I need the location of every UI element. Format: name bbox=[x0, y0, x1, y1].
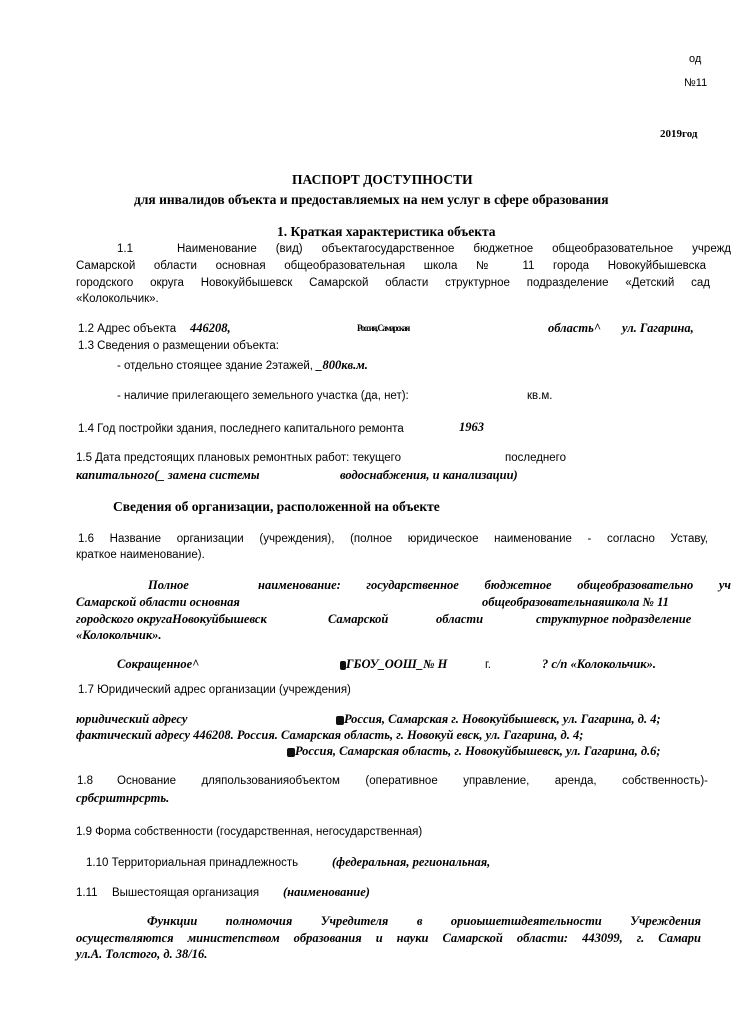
item-1-5-line1: 1.5 Дата предстоящих плановых ремонтных работ: текущего bbox=[76, 452, 402, 464]
item-1-8-value: србсрштнрсрть. bbox=[76, 791, 170, 805]
item-1-5-line1-right: последнего bbox=[505, 452, 567, 464]
item-1-5-line2-a: капитального(_ замена системы bbox=[76, 468, 260, 482]
item-1-7-actual: фактический адресу 446208. Россия. Самарская область, г. Новокуй евск, ул. Гагарина, д. 4; bbox=[76, 728, 584, 742]
item-1-6-full-line2-a: Самарской области основная bbox=[76, 595, 240, 609]
ink-smudge bbox=[287, 748, 295, 757]
item-1-1-line4: «Колокольчик». bbox=[76, 293, 159, 305]
item-1-1-line1: Наименование (вид) объектагосударственное бюджетное общеобразовательное учрежд bbox=[177, 243, 731, 255]
header-od: од bbox=[689, 53, 702, 65]
functions-line3: ул.А. Толстого, д. 38/16. bbox=[76, 947, 208, 961]
item-1-7-legal-value-text: Россия, Самарская г. Новокуйбышевск, ул. Гагарина, д. 4; bbox=[344, 712, 661, 726]
item-1-6-full-line4: «Колокольчик». bbox=[76, 628, 162, 642]
item-1-7-third bbox=[287, 744, 661, 759]
item-1-6-full-line3-c: области bbox=[436, 612, 484, 626]
item-1-2-zip: 446208, bbox=[190, 321, 231, 335]
item-1-2-label: 1.2 Адрес объекта bbox=[78, 323, 177, 335]
item-1-6-line2: краткое наименование). bbox=[76, 549, 205, 561]
item-1-6-short-g: г. bbox=[485, 659, 491, 671]
item-1-5-line2-b: водоснабжения, и канализации) bbox=[340, 468, 518, 482]
ink-smudge bbox=[336, 716, 344, 725]
item-1-4-year: 1963 bbox=[459, 420, 484, 434]
item-1-3-building-area: _800кв.м. bbox=[316, 358, 368, 372]
item-1-10-text: 1.10 Территориальная принадлежность bbox=[86, 857, 299, 869]
item-1-11-num: 1.11 bbox=[76, 887, 98, 899]
item-1-6-short-label: Сокращенное^ bbox=[117, 657, 200, 671]
item-1-10-value: (федеральная, региональная, bbox=[332, 855, 491, 869]
item-1-9-text: 1.9 Форма собственности (государственная, негосударственная) bbox=[76, 826, 423, 838]
item-1-3-land-unit: кв.м. bbox=[527, 390, 553, 402]
item-1-11-text: Вышестоящая организация bbox=[112, 887, 260, 899]
item-1-7-label: 1.7 Юридический адрес организации (учреждения) bbox=[78, 684, 351, 696]
document-title: ПАСПОРТ ДОСТУПНОСТИ bbox=[292, 172, 473, 187]
functions-line1: Функции полномочия Учредителя в ориоышетшдеятельности Учреждения bbox=[147, 914, 701, 928]
item-1-3-building bbox=[117, 358, 368, 374]
item-1-11-value: (наименование) bbox=[283, 885, 370, 899]
item-1-2-garbled: Россия, Самарская bbox=[357, 323, 409, 333]
item-1-7-legal-label: юридический адресу bbox=[76, 712, 188, 726]
item-1-1-num: 1.1 bbox=[117, 243, 133, 255]
header-number: №11 bbox=[684, 77, 708, 89]
item-1-7-third-text: Россия, Самарская область, г. Новокуйбышевск, ул. Гагарина, д.6; bbox=[295, 744, 661, 758]
section1-heading: 1. Краткая характеристика объекта bbox=[277, 224, 496, 239]
functions-line2: осуществляются министепством образования и науки Самарской области: 443099, г. Самари bbox=[76, 931, 701, 945]
item-1-4-label: 1.4 Год постройки здания, последнего капитального ремонта bbox=[78, 423, 404, 435]
header-year: 2019год bbox=[660, 128, 698, 140]
item-1-7-legal-value bbox=[336, 712, 661, 727]
item-1-1-line2: Самарской области основная общеобразовательная школа № 11 города Новокуйбышевска bbox=[76, 260, 706, 272]
item-1-6-short-right: ? с/п «Колокольчик». bbox=[542, 657, 657, 671]
item-1-8-num: 1.8 bbox=[77, 775, 93, 787]
item-1-2-street: ул. Гагарина, bbox=[622, 321, 694, 335]
document-subtitle: для инвалидов объекта и предоставляемых на нем услуг в сфере образования bbox=[134, 192, 609, 207]
item-1-6-full-line3-d: структурное подразделение bbox=[536, 612, 692, 626]
item-1-6-full-label: Полное bbox=[148, 578, 189, 592]
section2-heading: Сведения об организации, расположенной на объекте bbox=[113, 499, 440, 514]
item-1-3-label: 1.3 Сведения о размещении объекта: bbox=[78, 340, 279, 352]
item-1-3-land: - наличие прилегающего земельного участка (да, нет): bbox=[117, 390, 409, 402]
item-1-8-text: Основание дляпользованияобъектом (оперативное управление, аренда, собственность)- bbox=[117, 775, 708, 787]
item-1-6-full-line3-b: Самарской bbox=[328, 612, 389, 626]
item-1-6-full-line2-b: общеобразовательнаяшкола № 11 bbox=[482, 595, 669, 609]
item-1-2-oblast: область^ bbox=[548, 321, 601, 335]
item-1-6-short-mid bbox=[340, 657, 447, 672]
item-1-6-short-mid-text: ГБОУ_ООШ_№ Н bbox=[346, 657, 448, 671]
item-1-6-line1: 1.6 Название организации (учреждения), (полное юридическое наименование - согласно Уставу, bbox=[78, 533, 708, 545]
item-1-6-full-line3-a: городского округаНовокуйбышевск bbox=[76, 612, 267, 626]
item-1-6-full-text: наименование: государственное бюджетное общеобразовательно уч bbox=[258, 578, 731, 592]
item-1-3-building-prefix: - отдельно стоящее здание 2этажей, bbox=[117, 360, 313, 372]
item-1-1-line3: городского округа Новокуйбышевск Самарской области структурное подразделение «Детский сад bbox=[76, 277, 710, 289]
